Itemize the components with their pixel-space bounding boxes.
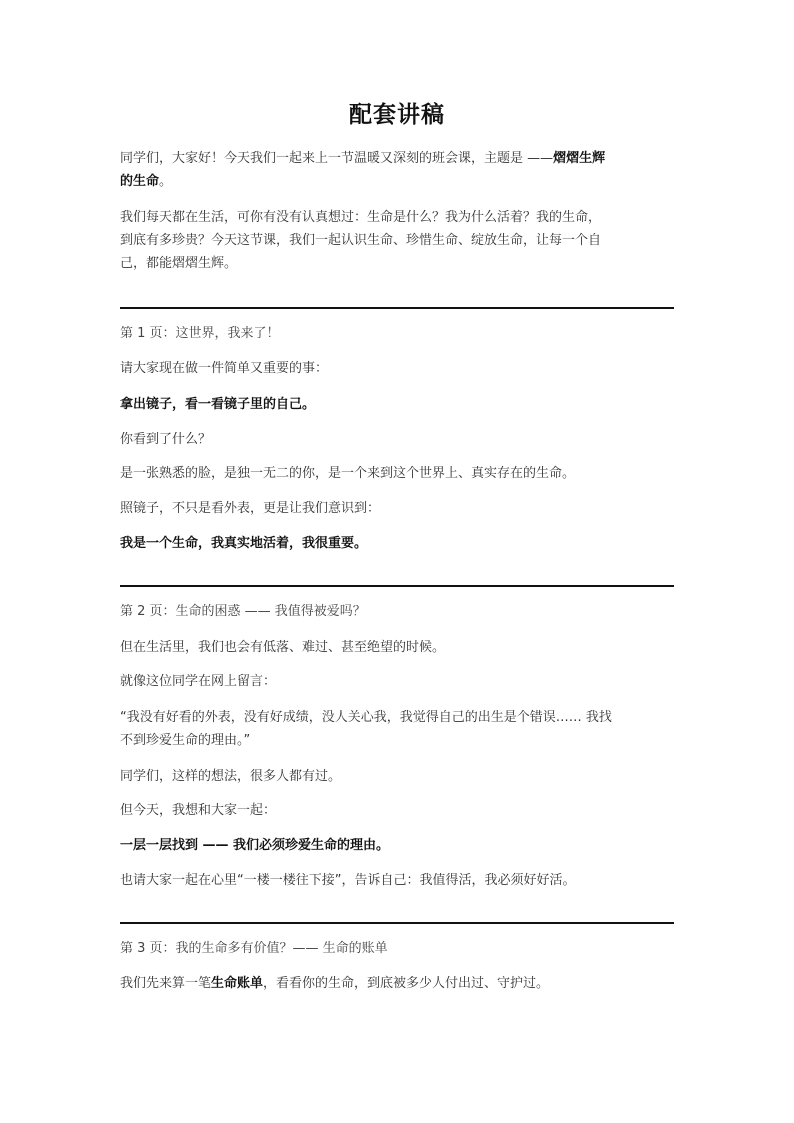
intro-theme-bold: 熠熠生辉: [553, 151, 606, 166]
section-1-p1: 请大家现在做一件简单又重要的事：: [120, 361, 329, 376]
section-1-heading: 第 1 页：这世界，我来了！: [120, 326, 280, 341]
intro-paragraph-2: [120, 206, 674, 275]
section-2-heading: 第 2 页：生命的困惑 —— 我值得被爱吗？: [120, 604, 366, 619]
section-2-p6-bold: 一层一层找到 —— 我们必须珍爱生命的理由。: [120, 838, 390, 853]
intro-theme-bold-2: 的生命: [120, 174, 160, 189]
intro-end: 。: [159, 174, 173, 189]
quote-line-2: 不到珍爱生命的理由。”: [120, 733, 251, 748]
section-divider-1: [120, 307, 674, 309]
section-1-p3: 你看到了什么？: [120, 432, 212, 447]
section-1-p2-bold: 拿出镜子，看一看镜子里的自己。: [120, 397, 316, 412]
section-divider-2: [120, 585, 674, 587]
page-title: 配套讲稿: [349, 102, 445, 128]
section-3-p1: [120, 972, 674, 995]
section-1-p4: 是一张熟悉的脸，是独一无二的你，是一个来到这个世界上、真实存在的生命。: [120, 466, 576, 481]
intro-line-2: 到底有多珍贵？今天这节课，我们一起认识生命、珍惜生命、绽放生命，让每一个自: [120, 233, 602, 248]
section-1-p5: 照镜子，不只是看外表，更是让我们意识到：: [120, 501, 381, 516]
section-2-p4: 同学们，这样的想法，很多人都有过。: [120, 769, 342, 784]
section-2-p1: 但在生活里，我们也会有低落、难过、甚至绝望的时候。: [120, 640, 446, 655]
quote-line-1: “我没有好看的外表，没有好成绩，没人关心我，我觉得自己的出生是个错误…… 我找: [120, 710, 612, 725]
intro-line-3: 己，都能熠熠生辉。: [120, 256, 238, 271]
section-1-p6-bold: 我是一个生命，我真实地活着，我很重要。: [120, 536, 368, 551]
section-2-p2: 就像这位同学在网上留言：: [120, 674, 277, 689]
intro-line-1: 我们每天都在生活，可你有没有认真想过：生命是什么？我为什么活着？我的生命，: [120, 210, 602, 225]
section-3-p1-bold: 生命账单: [211, 976, 264, 991]
section-divider-3: [120, 922, 674, 924]
intro-text: 同学们，大家好！今天我们一起来上一节温暖又深刻的班会课，主题是 ——: [120, 151, 554, 166]
section-2-p7: 也请大家一起在心里“一楼一楼往下接”，告诉自己：我值得活，我必须好好活。: [120, 873, 576, 888]
intro-paragraph-1: [120, 147, 674, 193]
section-2-p3-quote: [120, 706, 674, 752]
section-3-p1-start: 我们先来算一笔: [120, 976, 212, 991]
section-3-p1-end: ，看看你的生命，到底被多少人付出过、守护过。: [263, 976, 550, 991]
section-2-p5: 但今天，我想和大家一起：: [120, 803, 277, 818]
section-3-heading: 第 3 页：我的生命多有价值？—— 生命的账单: [120, 941, 388, 956]
